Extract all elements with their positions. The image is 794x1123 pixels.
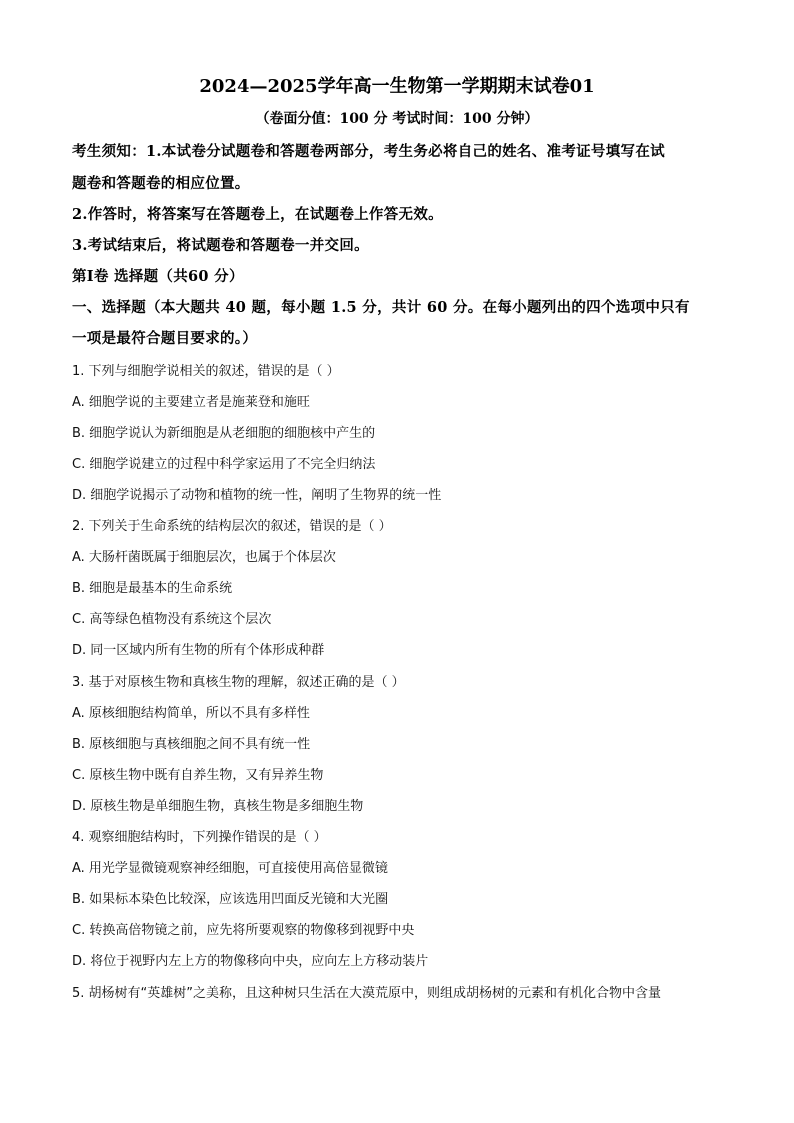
question-stem: 2. 下列关于生命系统的结构层次的叙述，错误的是（ ）: [72, 519, 392, 534]
exam-info: （卷面分值：100 分 考试时间：100 分钟）: [255, 111, 539, 127]
part-title: 第Ⅰ卷 选择题（共60 分）: [72, 268, 244, 285]
question-option: B. 如果标本染色比较深，应该选用凹面反光镜和大光圈: [72, 892, 389, 907]
question-option: A. 细胞学说的主要建立者是施莱登和施旺: [72, 395, 310, 410]
question-option: D. 细胞学说揭示了动物和植物的统一性，阐明了生物界的统一性: [72, 488, 442, 503]
page-title: 2024—2025学年高一生物第一学期期末试卷01: [199, 76, 595, 97]
question-stem: 4. 观察细胞结构时，下列操作错误的是（ ）: [72, 830, 327, 845]
question-option: A. 用光学显微镜观察神经细胞，可直接使用高倍显微镜: [72, 861, 388, 876]
question-stem: 1. 下列与细胞学说相关的叙述，错误的是（ ）: [72, 364, 340, 379]
section-instruction-2: 一项是最符合题目要求的。）: [72, 330, 258, 347]
question-option: C. 转换高倍物镜之前，应先将所要观察的物像移到视野中央: [72, 923, 415, 938]
question-option: A. 原核细胞结构简单，所以不具有多样性: [72, 706, 310, 721]
notice-line-1: 考生须知：1.本试卷分试题卷和答题卷两部分，考生务必将自己的姓名、准考证号填写在试: [72, 143, 665, 160]
question-option: B. 原核细胞与真核细胞之间不具有统一性: [72, 737, 311, 752]
notice-item-2: 2.作答时，将答案写在答题卷上，在试题卷上作答无效。: [72, 206, 443, 223]
question-option: B. 细胞是最基本的生命系统: [72, 581, 233, 596]
question-option: B. 细胞学说认为新细胞是从老细胞的细胞核中产生的: [72, 426, 376, 441]
question-option: C. 细胞学说建立的过程中科学家运用了不完全归纳法: [72, 457, 376, 472]
notice-line-2: 题卷和答题卷的相应位置。: [72, 175, 250, 192]
question-option: D. 原核生物是单细胞生物，真核生物是多细胞生物: [72, 799, 364, 814]
question-option: D. 同一区域内所有生物的所有个体形成种群: [72, 643, 325, 658]
question-option: A. 大肠杆菌既属于细胞层次，也属于个体层次: [72, 550, 336, 565]
question-stem: 3. 基于对原核生物和真核生物的理解，叙述正确的是（ ）: [72, 675, 405, 690]
question-option: C. 高等绿色植物没有系统这个层次: [72, 612, 272, 627]
section-instruction-1: 一、选择题（本大题共 40 题，每小题 1.5 分，共计 60 分。在每小题列出的四个选项中只有: [72, 299, 690, 316]
question-option: C. 原核生物中既有自养生物，又有异养生物: [72, 768, 324, 783]
question-stem: 5. 胡杨树有“英雄树”之美称，且这种树只生活在大漠荒原中，则组成胡杨树的元素和有机化合物中含量: [72, 986, 662, 1001]
question-option: D. 将位于视野内左上方的物像移向中央，应向左上方移动装片: [72, 954, 429, 969]
notice-item-3: 3.考试结束后，将试题卷和答题卷一并交回。: [72, 237, 369, 254]
